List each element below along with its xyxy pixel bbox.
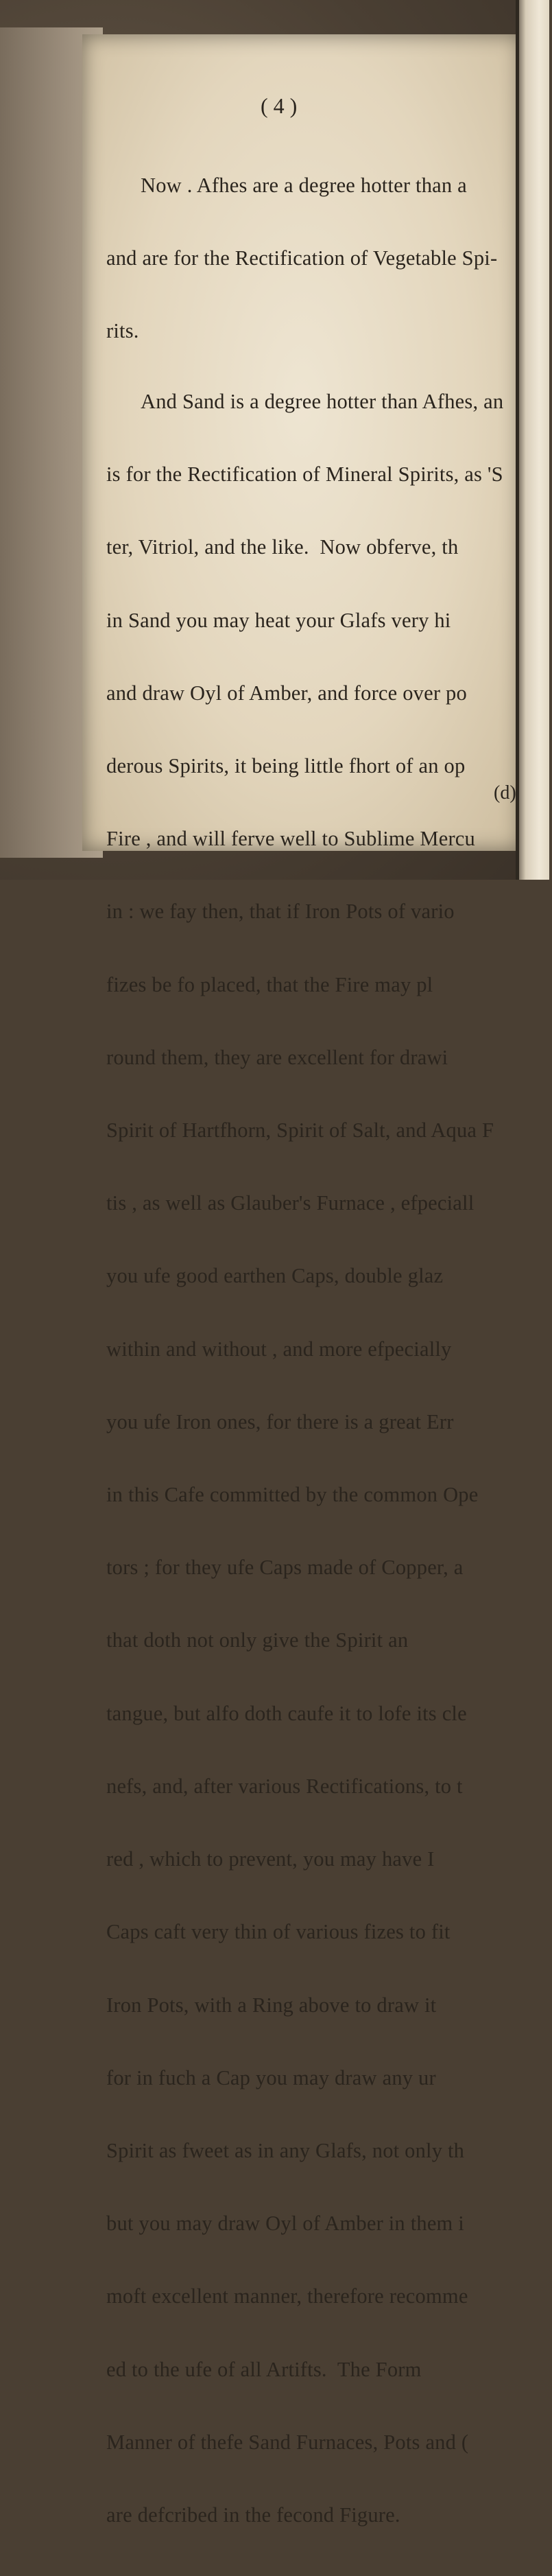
text-line: that doth not only give the Spirit an — [106, 1628, 409, 1652]
text-line: you ufe good earthen Caps, double glaz — [106, 1264, 444, 1288]
text-line: tis , as well as Glauber's Furnace , efpeciall — [106, 1191, 475, 1215]
text-line: Caps caft very thin of various fizes to fit — [106, 1920, 451, 1944]
text-line: And Sand is a degree hotter than Afhes, an — [141, 390, 504, 414]
text-line: within and without , and more efpecially — [106, 1337, 452, 1361]
text-line: moft excellent manner, therefore recomme — [106, 2284, 468, 2308]
text-line: you ufe Iron ones, for there is a great Err — [106, 1409, 454, 1433]
text-line: in Sand you may heat your Glafs very hi — [106, 608, 451, 632]
page-number: ( 4 ) — [261, 93, 298, 118]
text-line: Spirit of Hartfhorn, Spirit of Salt, and Aqua F — [106, 1119, 494, 1143]
text-line: round them, they are excellent for drawi — [106, 1045, 448, 1069]
text-line: and are for the Rectification of Vegetable Spi- — [106, 246, 498, 270]
text-line: for in fuch a Cap you may draw any ur — [106, 2065, 436, 2089]
text-line: but you may draw Oyl of Amber in them i — [106, 2212, 464, 2236]
text-line: tors ; for they ufe Caps made of Copper, a — [106, 1556, 464, 1580]
catchword: (d) — [494, 782, 516, 804]
text-line: Spirit as fweet as in any Glafs, not only th — [106, 2138, 465, 2162]
page-body — [106, 125, 552, 2576]
text-line: derous Spirits, it being little fhort of an op — [106, 754, 466, 778]
text-line: Iron Pots, with a Ring above to draw it — [106, 1993, 437, 2017]
text-line: nefs, and, after various Rectifications, to t — [106, 1774, 463, 1798]
text-line: rits. — [106, 319, 139, 343]
text-line: Manner of thefe Sand Furnaces, Pots and ( — [106, 2430, 469, 2454]
text-line: ed to the ufe of all Artifts. The Form — [106, 2357, 422, 2381]
text-line: fizes be fo placed, that the Fire may pl — [106, 972, 433, 996]
text-line: Fire , and will ferve well to Sublime Mercu — [106, 827, 475, 851]
text-line: Now . Afhes are a degree hotter than a — [141, 173, 467, 197]
text-line: and draw Oyl of Amber, and force over po — [106, 681, 467, 705]
text-line: is for the Rectification of Mineral Spirits, as 'S — [106, 462, 503, 487]
text-line: in : we fay then, that if Iron Pots of vario — [106, 900, 455, 924]
text-line: are defcribed in the fecond Figure. — [106, 2503, 400, 2527]
text-line: tangue, but alfo doth caufe it to lofe its cle — [106, 1701, 467, 1725]
text-line: ter, Vitriol, and the like. Now obferve, th — [106, 535, 459, 559]
text-line: red , which to prevent, you may have I — [106, 1847, 435, 1871]
text-line: in this Cafe committed by the common Ope — [106, 1483, 479, 1507]
